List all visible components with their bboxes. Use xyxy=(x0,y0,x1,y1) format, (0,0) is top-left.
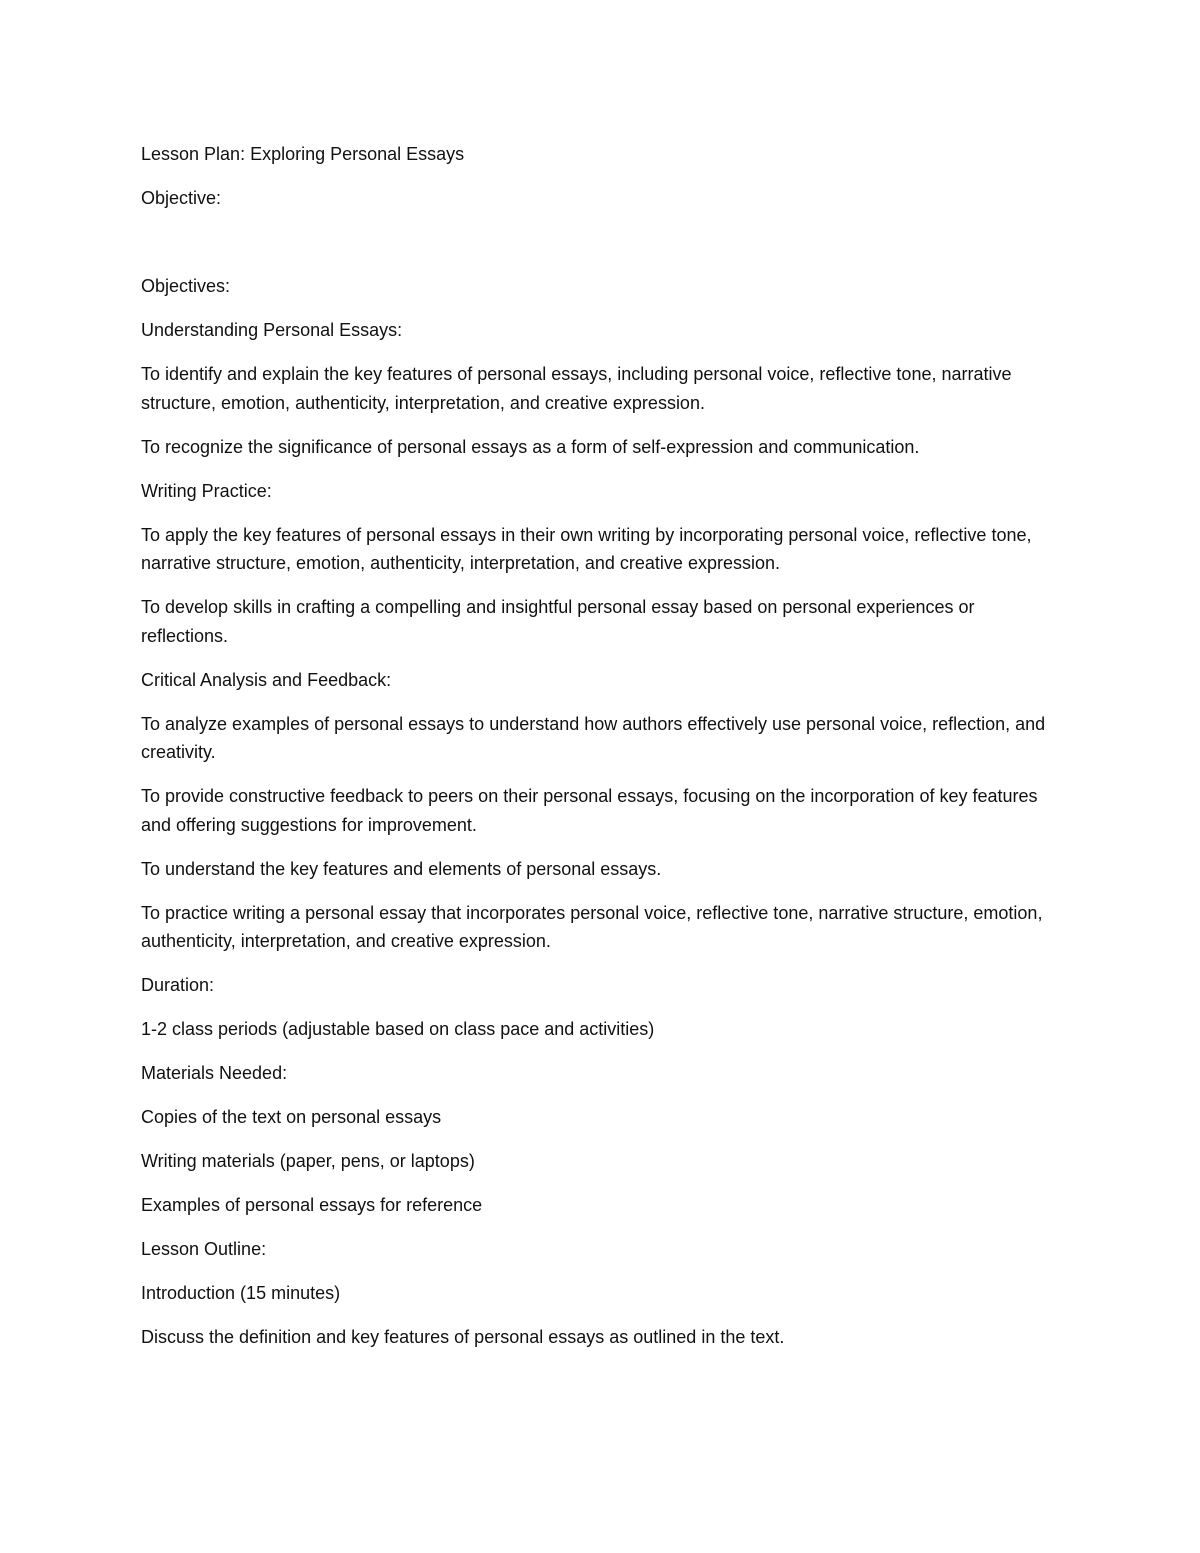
lesson-outline-heading: Lesson Outline: xyxy=(141,1239,267,1259)
introduction-heading: Introduction (15 minutes) xyxy=(141,1283,341,1303)
section-heading-understanding: Understanding Personal Essays: xyxy=(141,320,403,340)
paragraph: To practice writing a personal essay that incorporates personal voice, reflective tone, narrative structure, emotion, authenticity, interpretation, and creative expression. xyxy=(141,902,1043,951)
paragraph: To identify and explain the key features of personal essays, including personal voice, reflective tone, narrative structure, emotion, authenticity, interpretation, and creative expression. xyxy=(141,364,1012,413)
paragraph: To understand the key features and elements of personal essays. xyxy=(141,858,662,879)
paragraph: To develop skills in crafting a compelling and insightful personal essay based on personal experiences or reflections. xyxy=(141,597,975,646)
objective-heading: Objective: xyxy=(141,188,222,208)
objectives-heading: Objectives: xyxy=(141,276,231,296)
materials-heading: Materials Needed: xyxy=(141,1063,288,1083)
list-item: Examples of personal essays for reference xyxy=(141,1195,483,1215)
paragraph: To provide constructive feedback to peers on their personal essays, focusing on the incorporation of key features and offering suggestions for improvement. xyxy=(141,786,1038,835)
document-body xyxy=(141,140,1061,1367)
section-heading-critical-analysis: Critical Analysis and Feedback: xyxy=(141,669,392,690)
duration-heading: Duration: xyxy=(141,975,215,995)
paragraph: To analyze examples of personal essays to understand how authors effectively use personal voice, reflection, and creativity. xyxy=(141,713,1046,762)
paragraph: To recognize the significance of personal essays as a form of self-expression and communication. xyxy=(141,436,920,457)
list-item: Writing materials (paper, pens, or laptops) xyxy=(141,1151,475,1171)
document-title: Lesson Plan: Exploring Personal Essays xyxy=(141,144,465,164)
empty-paragraph xyxy=(141,228,1061,257)
paragraph: 1-2 class periods (adjustable based on class pace and activities) xyxy=(141,1019,655,1039)
paragraph: To apply the key features of personal essays in their own writing by incorporating personal voice, reflective tone, narrative structure, emotion, authenticity, interpretation, and creative expression. xyxy=(141,524,1032,573)
paragraph: Discuss the definition and key features of personal essays as outlined in the text. xyxy=(141,1327,785,1347)
section-heading-writing-practice: Writing Practice: xyxy=(141,480,272,501)
list-item: Copies of the text on personal essays xyxy=(141,1107,442,1127)
